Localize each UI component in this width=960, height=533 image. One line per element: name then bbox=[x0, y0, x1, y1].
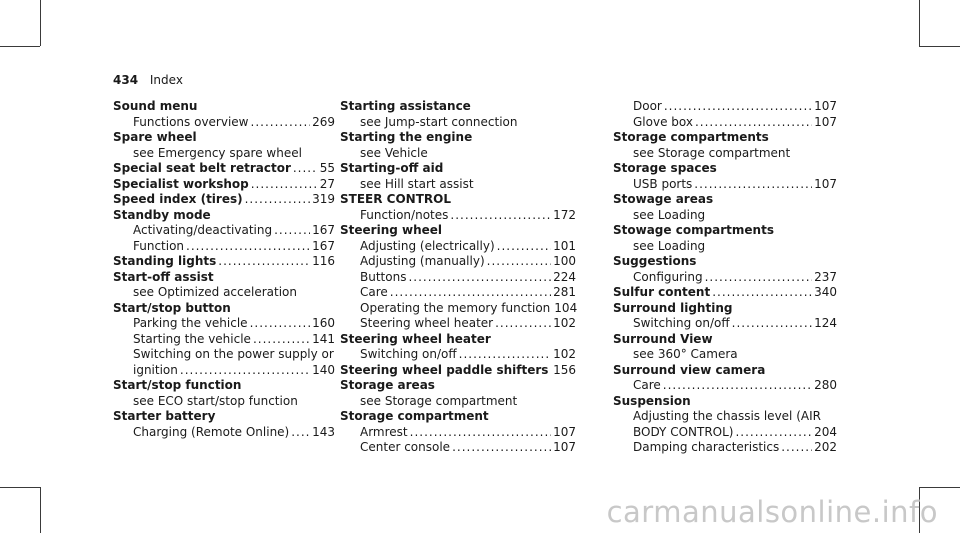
index-subentry-text: Parking the vehicle bbox=[133, 316, 248, 330]
page-reference: 143 bbox=[312, 424, 335, 439]
index-subentry-text: Operating the memory function bbox=[360, 300, 551, 315]
page-reference: 102 bbox=[553, 347, 576, 361]
leader-dots bbox=[450, 208, 551, 224]
index-subentry[interactable] bbox=[113, 115, 335, 131]
index-subentry-text: Care bbox=[633, 378, 661, 392]
index-heading[interactable] bbox=[113, 192, 335, 208]
index-subentry-text: Adjusting (manually) bbox=[360, 254, 485, 268]
index-subentry[interactable] bbox=[340, 347, 576, 363]
leader-dots bbox=[274, 223, 310, 239]
index-entry bbox=[113, 99, 335, 130]
index-heading-text: Suggestions bbox=[613, 254, 697, 268]
index-subentry-text: Activating/deactivating bbox=[133, 223, 273, 237]
page-reference: 140 bbox=[312, 362, 335, 377]
index-heading[interactable] bbox=[613, 301, 837, 317]
index-entry bbox=[340, 192, 576, 223]
index-heading[interactable] bbox=[113, 409, 335, 425]
leader-dots bbox=[245, 192, 310, 208]
leader-dots bbox=[291, 425, 310, 441]
index-column-2 bbox=[340, 99, 576, 456]
index-entry bbox=[613, 394, 837, 456]
leader-dots bbox=[781, 440, 812, 456]
index-subentry[interactable] bbox=[340, 146, 576, 162]
leader-dots bbox=[495, 316, 551, 332]
leader-dots bbox=[390, 285, 551, 301]
index-heading-text: Storage compartments bbox=[613, 130, 769, 144]
index-subentry-text: Damping characteristics bbox=[633, 440, 780, 454]
leader-dots bbox=[735, 425, 812, 441]
index-heading-text: Suspension bbox=[613, 393, 691, 408]
crop-mark-top-right-h bbox=[919, 46, 960, 47]
leader-dots bbox=[410, 425, 551, 441]
index-subentry[interactable] bbox=[113, 332, 335, 348]
index-subentry[interactable] bbox=[613, 208, 837, 224]
index-subentry[interactable] bbox=[340, 239, 576, 255]
index-heading[interactable] bbox=[340, 378, 576, 394]
page-reference: 281 bbox=[553, 285, 576, 299]
page-reference: 107 bbox=[553, 440, 576, 454]
index-heading[interactable] bbox=[613, 130, 837, 146]
index-heading-text: Starting the engine bbox=[340, 130, 473, 144]
index-subentry-text: Starting the vehicle bbox=[133, 331, 251, 346]
index-heading-text: Sound menu bbox=[113, 99, 198, 113]
index-heading[interactable] bbox=[113, 130, 335, 146]
leader-dots bbox=[250, 316, 311, 332]
index-heading[interactable] bbox=[340, 130, 576, 146]
index-column-3 bbox=[613, 99, 837, 456]
index-subentry[interactable] bbox=[340, 285, 576, 301]
index-subentry[interactable] bbox=[613, 425, 837, 441]
index-subentry[interactable] bbox=[113, 239, 335, 255]
index-subentry[interactable] bbox=[613, 316, 837, 332]
index-entry bbox=[613, 192, 837, 223]
leader-dots bbox=[694, 177, 812, 193]
index-heading-text: Surround view camera bbox=[613, 362, 766, 377]
crop-mark-bottom-right-h bbox=[919, 487, 960, 488]
index-entry bbox=[113, 301, 335, 379]
index-subentry[interactable] bbox=[340, 270, 576, 286]
index-entry bbox=[613, 161, 837, 192]
index-entry bbox=[340, 99, 576, 130]
index-heading[interactable] bbox=[340, 409, 576, 425]
index-subentry[interactable] bbox=[613, 177, 837, 193]
index-subentry-text: Switching on/off bbox=[633, 316, 730, 330]
leader-dots bbox=[497, 239, 551, 255]
index-subentry[interactable] bbox=[613, 378, 837, 394]
index-subentry-text: Center console bbox=[360, 440, 451, 454]
leader-dots bbox=[180, 363, 310, 379]
index-subentry-text: BODY CONTROL) bbox=[633, 424, 734, 439]
crop-mark-bottom-left-v bbox=[40, 487, 41, 533]
index-heading[interactable] bbox=[113, 254, 335, 270]
leader-dots bbox=[251, 177, 318, 193]
index-subentry[interactable] bbox=[613, 270, 837, 286]
index-subentry-text: Armrest bbox=[360, 424, 408, 439]
index-entry bbox=[113, 270, 335, 301]
index-subentry-text: see Loading bbox=[633, 207, 706, 222]
leader-dots bbox=[664, 99, 812, 115]
index-heading[interactable] bbox=[613, 363, 837, 379]
page-reference: 202 bbox=[814, 440, 837, 454]
index-subentry[interactable] bbox=[340, 394, 576, 410]
index-subentry[interactable] bbox=[613, 440, 837, 456]
index-subentry-text: Care bbox=[360, 285, 388, 299]
leader-dots bbox=[186, 239, 310, 255]
index-heading-text: Spare wheel bbox=[113, 130, 197, 144]
index-subentry[interactable] bbox=[613, 347, 837, 363]
page-reference: 100 bbox=[553, 254, 576, 268]
index-entry bbox=[113, 254, 335, 270]
index-subentry-text: Door bbox=[633, 99, 662, 113]
index-subentry[interactable] bbox=[113, 425, 335, 441]
index-heading-text: Standing lights bbox=[113, 254, 217, 268]
index-subentry[interactable] bbox=[113, 223, 335, 239]
leader-dots bbox=[251, 115, 311, 131]
index-entry bbox=[340, 363, 576, 379]
section-title: Index bbox=[149, 73, 183, 87]
index-subentry-text: see Hill start assist bbox=[360, 176, 474, 191]
index-heading[interactable] bbox=[113, 270, 335, 286]
leader-dots bbox=[705, 270, 812, 286]
crop-mark-top-left-h bbox=[0, 46, 40, 47]
index-column-1 bbox=[113, 99, 335, 440]
index-subentry[interactable] bbox=[113, 394, 335, 410]
index-entry bbox=[613, 223, 837, 254]
page-reference: 167 bbox=[312, 238, 335, 253]
index-subentry-text: see Vehicle bbox=[360, 145, 428, 160]
index-heading-text: Storage areas bbox=[340, 378, 435, 392]
index-heading-text: Specialist workshop bbox=[113, 176, 249, 191]
index-subentry[interactable] bbox=[613, 115, 837, 131]
index-entry bbox=[113, 177, 335, 193]
leader-dots bbox=[550, 363, 551, 379]
page-reference: 107 bbox=[553, 424, 576, 439]
index-entry bbox=[613, 332, 837, 363]
index-heading[interactable] bbox=[113, 208, 335, 224]
index-subentry-text: USB ports bbox=[633, 176, 693, 191]
leader-dots bbox=[712, 285, 812, 301]
index-heading-text: Starting-off aid bbox=[340, 161, 444, 175]
index-subentry[interactable] bbox=[113, 316, 335, 332]
index-entry bbox=[113, 161, 335, 177]
index-subentry-text: see Optimized acceleration bbox=[133, 285, 297, 299]
watermark: carmanualsonline.info bbox=[606, 495, 938, 529]
index-heading-text: Sulfur content bbox=[613, 285, 711, 299]
index-subentry-text: see Jump-start connection bbox=[360, 114, 518, 129]
index-subentry[interactable] bbox=[113, 363, 335, 379]
index-heading[interactable] bbox=[613, 161, 837, 177]
page-header bbox=[113, 73, 183, 87]
index-entry bbox=[340, 378, 576, 409]
page-reference: 280 bbox=[814, 378, 837, 392]
index-heading-text: Steering wheel heater bbox=[340, 331, 491, 346]
index-heading-text: Start/stop button bbox=[113, 300, 231, 315]
index-entry bbox=[340, 332, 576, 363]
index-subentry-text: Function/notes bbox=[360, 207, 449, 222]
page-reference: 107 bbox=[814, 176, 837, 191]
index-subentry-text: Switching on the power supply or bbox=[133, 347, 334, 361]
index-entry bbox=[340, 161, 576, 192]
page-reference: 160 bbox=[312, 316, 335, 330]
index-heading-text: Special seat belt retractor bbox=[113, 161, 291, 175]
index-heading[interactable] bbox=[613, 223, 837, 239]
index-subentry-text: see Loading bbox=[633, 238, 706, 253]
index-subentry-text: ignition bbox=[133, 362, 178, 377]
index-heading[interactable] bbox=[340, 363, 576, 379]
page-reference: 237 bbox=[814, 269, 837, 284]
index-subentry-text: Switching on/off bbox=[360, 347, 457, 361]
leader-dots bbox=[695, 115, 812, 131]
page-reference: 101 bbox=[553, 238, 576, 253]
index-subentry[interactable] bbox=[340, 177, 576, 193]
index-heading-text: Surround View bbox=[613, 331, 713, 346]
index-subentry-text: Functions overview bbox=[133, 114, 249, 129]
index-entry bbox=[113, 409, 335, 440]
index-subentry-text: Glove box bbox=[633, 114, 693, 129]
index-heading-text: Storage spaces bbox=[613, 161, 717, 175]
index-heading-text: Starter battery bbox=[113, 409, 216, 423]
index-subentry-text: Buttons bbox=[360, 269, 407, 284]
index-heading[interactable] bbox=[340, 192, 576, 208]
index-entry bbox=[113, 208, 335, 255]
index-subentry-text: Steering wheel heater bbox=[360, 316, 494, 330]
index-heading-text: Speed index (tires) bbox=[113, 192, 243, 206]
index-subentry[interactable] bbox=[613, 409, 837, 425]
index-subentry[interactable] bbox=[613, 99, 837, 115]
index-heading-text: Surround lighting bbox=[613, 300, 733, 315]
index-heading-text: Standby mode bbox=[113, 207, 211, 222]
index-heading[interactable] bbox=[613, 394, 837, 410]
index-subentry-text: see 360° Camera bbox=[633, 347, 738, 361]
page-reference: 124 bbox=[814, 316, 837, 330]
page-number: 434 bbox=[113, 73, 139, 87]
leader-dots bbox=[218, 254, 310, 270]
index-subentry[interactable] bbox=[113, 347, 335, 363]
leader-dots bbox=[732, 316, 812, 332]
index-entry bbox=[113, 130, 335, 161]
index-subentry[interactable] bbox=[613, 146, 837, 162]
index-entry bbox=[613, 301, 837, 332]
page-reference: 102 bbox=[553, 316, 576, 330]
index-heading[interactable] bbox=[613, 332, 837, 348]
index-subentry[interactable] bbox=[340, 301, 576, 317]
leader-dots bbox=[459, 347, 551, 363]
leader-dots bbox=[253, 332, 310, 348]
page-reference: 340 bbox=[814, 285, 837, 299]
index-heading[interactable] bbox=[613, 254, 837, 270]
index-subentry[interactable] bbox=[113, 146, 335, 162]
page-reference: 167 bbox=[312, 223, 335, 237]
index-heading-text: Stowage compartments bbox=[613, 223, 774, 237]
index-entry bbox=[613, 363, 837, 394]
index-subentry[interactable] bbox=[340, 208, 576, 224]
crop-mark-bottom-left-h bbox=[0, 487, 40, 488]
index-entry bbox=[113, 192, 335, 208]
index-subentry[interactable] bbox=[340, 425, 576, 441]
index-heading[interactable] bbox=[340, 223, 576, 239]
index-subentry[interactable] bbox=[340, 254, 576, 270]
page-reference: 107 bbox=[814, 99, 837, 113]
index-subentry-text: Charging (Remote Online) bbox=[133, 424, 290, 439]
leader-dots bbox=[408, 270, 551, 286]
index-subentry-text: Adjusting the chassis level (AIR bbox=[633, 409, 821, 423]
page-reference: 55 bbox=[319, 161, 335, 175]
page-reference: 204 bbox=[814, 424, 837, 439]
index-heading[interactable] bbox=[113, 161, 335, 177]
index-subentry-text: see ECO start/stop function bbox=[133, 393, 298, 408]
index-subentry[interactable] bbox=[340, 316, 576, 332]
page-reference: 224 bbox=[553, 269, 576, 284]
page-reference: 156 bbox=[553, 362, 576, 377]
crop-mark-top-right-v bbox=[919, 0, 920, 46]
page-reference: 104 bbox=[554, 300, 578, 315]
page-reference: 116 bbox=[312, 254, 335, 268]
index-entry bbox=[613, 285, 837, 301]
index-heading[interactable] bbox=[113, 301, 335, 317]
leader-dots bbox=[293, 161, 318, 177]
page-reference: 107 bbox=[814, 114, 837, 129]
index-subentry[interactable] bbox=[340, 440, 576, 456]
index-entry bbox=[340, 409, 576, 456]
index-subentry-text: Function bbox=[133, 238, 185, 253]
page-reference: 141 bbox=[312, 331, 335, 346]
index-entry bbox=[613, 130, 837, 161]
index-subentry[interactable] bbox=[340, 115, 576, 131]
index-entry bbox=[613, 254, 837, 285]
leader-dots bbox=[663, 378, 812, 394]
index-heading[interactable] bbox=[113, 99, 335, 115]
page-reference: 319 bbox=[312, 192, 335, 206]
index-heading-text: Stowage areas bbox=[613, 192, 714, 206]
leader-dots bbox=[487, 254, 551, 270]
index-heading-text: Steering wheel bbox=[340, 223, 443, 237]
index-subentry[interactable] bbox=[613, 239, 837, 255]
index-entry bbox=[340, 223, 576, 332]
index-heading-text: STEER CONTROL bbox=[340, 192, 451, 206]
index-subentry-text: Configuring bbox=[633, 269, 703, 284]
index-heading-text: Storage compartment bbox=[340, 409, 489, 423]
index-subentry-text: see Storage compartment bbox=[633, 145, 791, 160]
index-heading[interactable] bbox=[113, 378, 335, 394]
index-subentry-text: Adjusting (electrically) bbox=[360, 238, 495, 253]
index-heading[interactable] bbox=[340, 332, 576, 348]
page-reference: 269 bbox=[312, 114, 335, 129]
index-heading-text: Start/stop function bbox=[113, 378, 242, 392]
page-reference: 27 bbox=[319, 176, 335, 191]
index-entry bbox=[613, 99, 837, 130]
index-heading-text: Steering wheel paddle shifters bbox=[340, 362, 549, 377]
index-heading-text: Start-off assist bbox=[113, 269, 214, 284]
leader-dots bbox=[452, 440, 551, 456]
index-heading[interactable] bbox=[613, 285, 837, 301]
index-entry bbox=[340, 130, 576, 161]
index-heading[interactable] bbox=[113, 177, 335, 193]
index-subentry[interactable] bbox=[113, 285, 335, 301]
index-heading-text: Starting assistance bbox=[340, 99, 471, 113]
index-heading[interactable] bbox=[340, 161, 576, 177]
index-subentry-text: see Storage compartment bbox=[360, 393, 518, 408]
index-heading[interactable] bbox=[340, 99, 576, 115]
page-reference: 172 bbox=[553, 207, 576, 222]
index-heading[interactable] bbox=[613, 192, 837, 208]
crop-mark-top-left-v bbox=[40, 0, 41, 46]
index-entry bbox=[113, 378, 335, 409]
index-subentry-text: see Emergency spare wheel bbox=[133, 145, 302, 160]
